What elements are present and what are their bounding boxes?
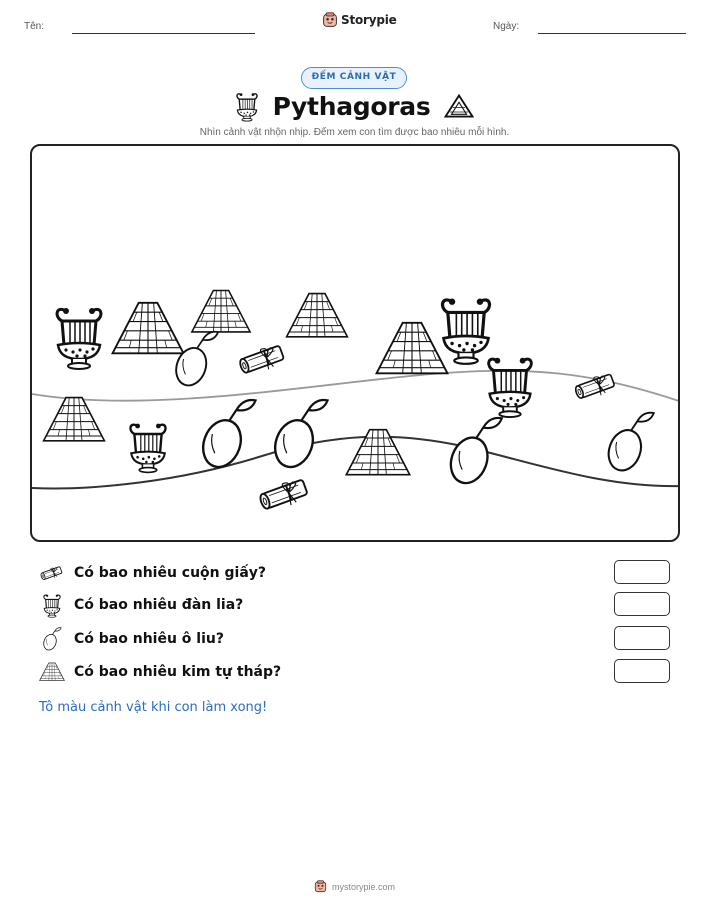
- answer-box-scroll[interactable]: [614, 560, 670, 584]
- question-row-pyramid: [38, 659, 670, 685]
- question-text: Có bao nhiêu kim tự tháp?: [74, 664, 282, 680]
- title-row: [0, 90, 709, 122]
- counting-scene: [30, 144, 680, 542]
- pyramid-3: [287, 294, 348, 337]
- olive-icon: [42, 627, 62, 651]
- brand-logo: [322, 12, 397, 28]
- lyre-icon: [42, 592, 62, 618]
- lyre-1: [57, 308, 101, 369]
- name-label: Tên:: [24, 21, 45, 32]
- answer-box-pyramid[interactable]: [614, 659, 670, 683]
- lyre-4: [130, 424, 165, 473]
- scene-illustration: [32, 146, 680, 542]
- mascot-icon: [322, 12, 338, 28]
- olive-5: [603, 413, 654, 475]
- name-line[interactable]: [72, 33, 255, 34]
- page-title: Pythagoras: [272, 91, 431, 121]
- pyramid-4: [377, 323, 448, 373]
- question-row-olive: [38, 626, 670, 652]
- olive-3: [269, 400, 328, 472]
- brand-name: Storypie: [341, 13, 397, 27]
- question-row-scroll: [38, 560, 670, 586]
- pyramid-2: [192, 291, 250, 332]
- pyramid-1: [113, 303, 184, 353]
- scroll-icon: [39, 563, 65, 583]
- scroll-1: [238, 343, 286, 378]
- question-text: Có bao nhiêu ô liu?: [74, 631, 224, 647]
- date-line[interactable]: [538, 33, 686, 34]
- coloring-note: Tô màu cảnh vật khi con làm xong!: [39, 700, 268, 715]
- date-label: Ngày:: [493, 21, 520, 32]
- answer-box-lyre[interactable]: [614, 592, 670, 616]
- lyre-2: [442, 299, 489, 364]
- pyramid-5: [44, 398, 105, 441]
- olive-1: [171, 332, 218, 390]
- triangle-icon: [444, 94, 474, 118]
- lyre-3: [489, 358, 532, 417]
- site-url: mystorypie.com: [331, 881, 395, 892]
- lyre-icon: [235, 90, 259, 122]
- instructions: Nhìn cảnh vật nhộn nhịp. Đếm xem con tìm được bao nhiêu mỗi hình.: [199, 127, 510, 138]
- site-footer: [0, 880, 709, 893]
- pyramid-icon: [39, 662, 65, 682]
- question-text: Có bao nhiêu đàn lia?: [74, 597, 244, 613]
- category-badge: ĐẾM CẢNH VẬT: [301, 67, 407, 89]
- question-row-lyre: [38, 592, 670, 618]
- question-text: Có bao nhiêu cuộn giấy?: [74, 565, 267, 581]
- scroll-3: [258, 477, 309, 515]
- answer-box-olive[interactable]: [614, 626, 670, 650]
- mascot-icon: [314, 880, 327, 893]
